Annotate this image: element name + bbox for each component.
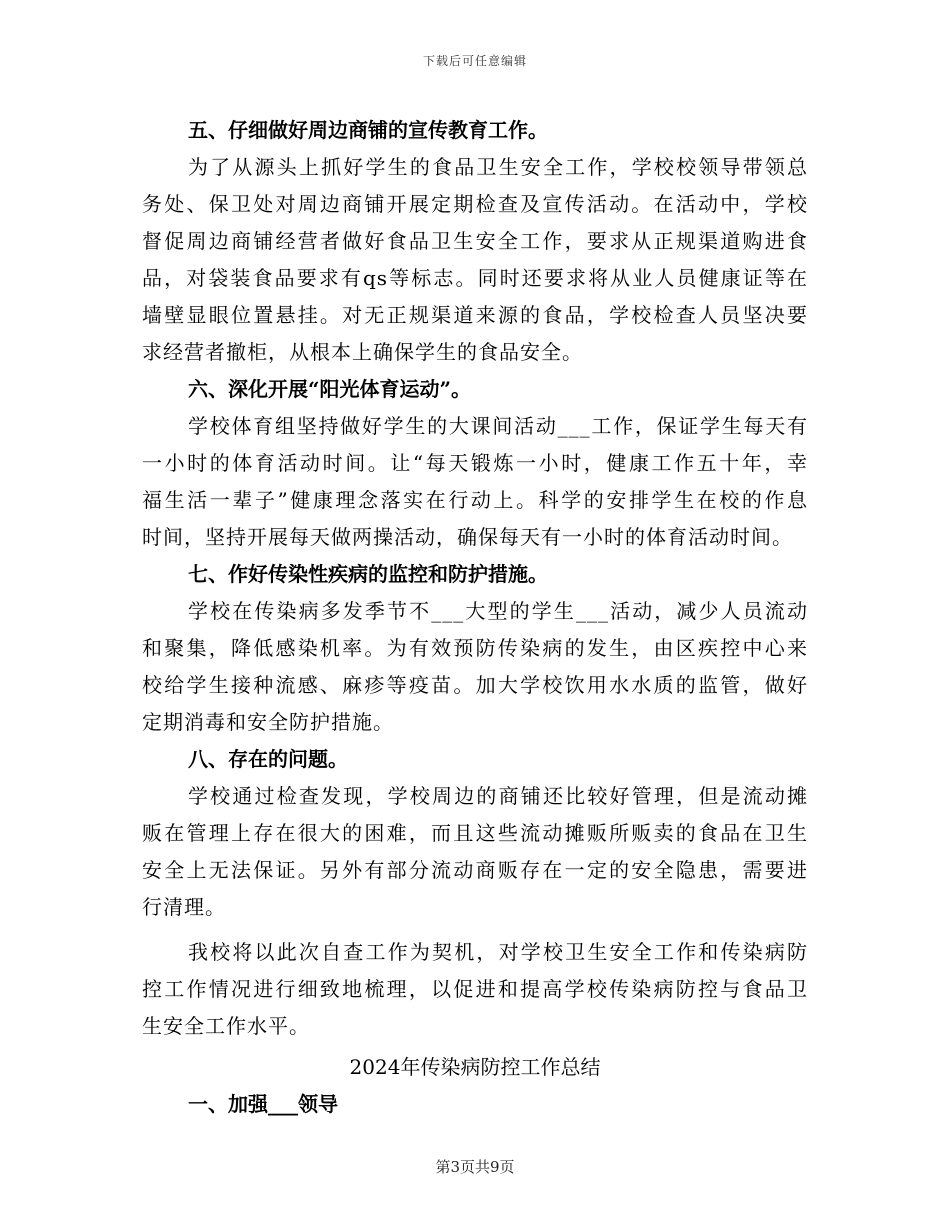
section-heading: 六、深化开展“阳光体育运动”。 — [188, 377, 472, 401]
paragraph-line: 督促周边商铺经营者做好食品卫生安全工作，要求从正规渠道购进食 — [142, 229, 808, 253]
paragraph-line: 学校通过检查发现，学校周边的商铺还比较好管理，但是流动摊 — [188, 784, 808, 808]
paragraph-line: 和聚集，降低感染机率。为有效预防传染病的发生，由区疾控中心来 — [142, 636, 808, 660]
section-heading: 七、作好传染性疾病的监控和防护措施。 — [188, 562, 548, 586]
paragraph-line: 品，对袋装食品要求有qs等标志。同时还要求将从业人员健康证等在 — [142, 266, 808, 290]
paragraph-line: 时间，坚持开展每天做两操活动，确保每天有一小时的体育活动时间。 — [142, 525, 793, 549]
section-heading: 八、存在的问题。 — [188, 747, 348, 771]
paragraph-line: 福生活一辈子”健康理念落实在行动上。科学的安排学生在校的作息 — [142, 488, 808, 512]
paragraph-line: 务处、保卫处对周边商铺开展定期检查及宣传活动。在活动中，学校 — [142, 192, 808, 216]
section-heading: 一、加强___领导 — [188, 1092, 338, 1116]
paragraph-line: 贩在管理上存在很大的困难，而且这些流动摊贩所贩卖的食品在卫生 — [142, 821, 808, 845]
paragraph-line: 我校将以此次自查工作为契机，对学校卫生安全工作和传染病防 — [188, 940, 808, 964]
paragraph-line: 为了从源头上抓好学生的食品卫生安全工作，学校校领导带领总 — [188, 155, 808, 179]
section-heading: 五、仔细做好周边商铺的宣传教育工作。 — [188, 118, 548, 142]
paragraph-line: 控工作情况进行细致地梳理，以促进和提高学校传染病防控与食品卫 — [142, 977, 808, 1001]
paragraph-line: 生安全工作水平。 — [142, 1014, 310, 1038]
paragraph-line: 墙壁显眼位置悬挂。对无正规渠道来源的食品，学校检查人员坚决要 — [142, 303, 808, 327]
page-number: 第3页共9页 — [435, 1158, 515, 1176]
paragraph-line: 求经营者撤柜，从根本上确保学生的食品安全。 — [142, 340, 583, 364]
document-body — [142, 112, 808, 1123]
paragraph-line: 学校体育组坚持做好学生的大课间活动___工作，保证学生每天有 — [188, 414, 808, 438]
document-title: 2024年传染病防控工作总结 — [349, 1055, 601, 1079]
paragraph-line: 行清理。 — [142, 895, 226, 919]
paragraph-line: 一小时的体育活动时间。让“每天锻炼一小时，健康工作五十年，幸 — [142, 451, 808, 475]
paragraph-line: 校给学生接种流感、麻疹等疫苗。加大学校饮用水水质的监管，做好 — [142, 673, 808, 697]
paragraph-line: 定期消毒和安全防护措施。 — [142, 710, 394, 734]
paragraph-line: 安全上无法保证。另外有部分流动商贩存在一定的安全隐患，需要进 — [142, 858, 808, 882]
page-header: 下载后可任意编辑 — [422, 54, 527, 68]
paragraph-line: 学校在传染病多发季节不___大型的学生___活动，减少人员流动 — [188, 599, 808, 623]
